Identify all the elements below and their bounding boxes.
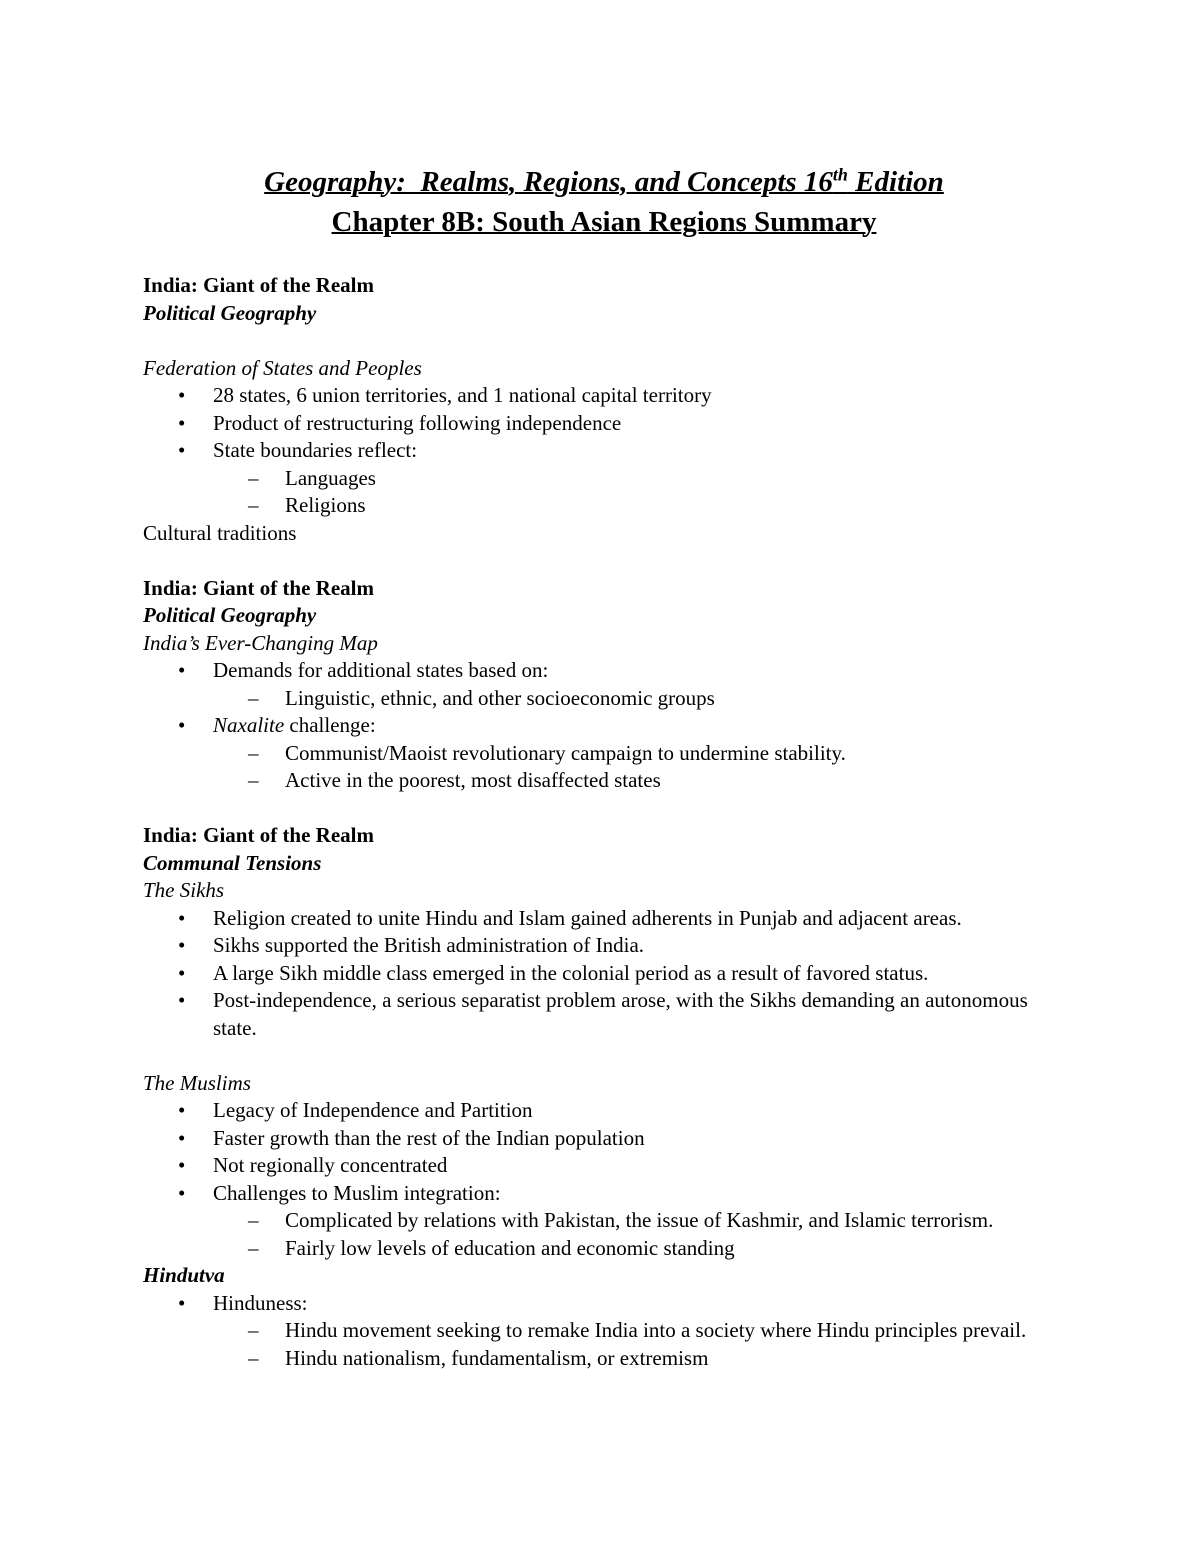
bullet-marker: • bbox=[178, 1153, 186, 1177]
bullet-marker: • bbox=[178, 905, 186, 930]
bullet-item bbox=[143, 410, 1065, 438]
text-run: Complicated by relations with Pakistan, the issue of Kashmir, and Islamic terrorism. bbox=[285, 1208, 994, 1232]
text-run: Naxalite bbox=[213, 713, 285, 737]
text-run: Political Geography bbox=[143, 300, 317, 325]
spacer bbox=[143, 795, 1065, 823]
document-body bbox=[143, 272, 1065, 1372]
text-run: Challenges to Muslim integration: bbox=[213, 1180, 501, 1205]
text-run: Communist/Maoist revolutionary campaign to undermine stability. bbox=[285, 740, 846, 765]
bullet-item bbox=[143, 657, 1065, 685]
dash-marker: – bbox=[248, 1208, 259, 1232]
bullet-marker: • bbox=[178, 960, 186, 985]
text-run: Fairly low levels of education and economic standing bbox=[285, 1235, 735, 1260]
bullet-item bbox=[143, 712, 1065, 740]
bullet-item bbox=[143, 1152, 1065, 1180]
sub-bullet-item bbox=[143, 767, 1065, 795]
bullet-item bbox=[143, 1290, 1065, 1318]
section-heading bbox=[143, 822, 1065, 850]
bullet-marker: • bbox=[178, 1125, 186, 1150]
bullet-item bbox=[143, 960, 1065, 988]
spacer bbox=[143, 327, 1065, 355]
text-run: Languages bbox=[285, 465, 376, 490]
dash-marker: – bbox=[248, 740, 259, 765]
text-run: Product of restructuring following independence bbox=[213, 410, 622, 435]
text-line bbox=[143, 520, 1065, 548]
title-line-2-text: Chapter 8B: South Asian Regions Summary bbox=[331, 206, 877, 238]
text-run: Active in the poorest, most disaffected states bbox=[285, 768, 661, 792]
bullet-item bbox=[143, 1125, 1065, 1153]
sub-bullet-item bbox=[143, 1345, 1065, 1373]
text-run: Linguistic, ethnic, and other socioeconomic groups bbox=[285, 685, 715, 710]
bullet-item bbox=[143, 1180, 1065, 1208]
bullet-item bbox=[143, 987, 1065, 1042]
bullet-marker: • bbox=[178, 988, 186, 1012]
topic-heading bbox=[143, 1070, 1065, 1098]
title-superscript: th bbox=[832, 164, 848, 185]
text-run: Hinduness: bbox=[213, 1290, 308, 1315]
sub-bullet-item bbox=[143, 740, 1065, 768]
dash-marker: – bbox=[248, 1345, 259, 1370]
dash-marker: – bbox=[248, 685, 259, 710]
bullet-marker: • bbox=[178, 438, 186, 462]
title-line-1 bbox=[143, 162, 1065, 202]
text-run: Hindutva bbox=[143, 1263, 225, 1287]
text-run: India: Giant of the Realm bbox=[143, 823, 374, 847]
dash-marker: – bbox=[248, 1318, 259, 1342]
text-run: Post-independence, a serious separatist problem arose, with the Sikhs demanding an autonomous state. bbox=[213, 988, 1028, 1040]
section-subheading bbox=[143, 1262, 1065, 1290]
text-run: Demands for additional states based on: bbox=[213, 658, 549, 682]
section-subheading bbox=[143, 300, 1065, 328]
text-run: India’s Ever-Changing Map bbox=[143, 630, 378, 655]
sub-bullet-item bbox=[143, 1207, 1065, 1235]
topic-heading bbox=[143, 877, 1065, 905]
bullet-item bbox=[143, 905, 1065, 933]
bullet-marker: • bbox=[178, 1180, 186, 1205]
sub-bullet-item bbox=[143, 465, 1065, 493]
bullet-marker: • bbox=[178, 713, 186, 737]
bullet-item bbox=[143, 932, 1065, 960]
bullet-marker: • bbox=[178, 933, 186, 957]
bullet-marker: • bbox=[178, 658, 186, 682]
text-run: Communal Tensions bbox=[143, 850, 322, 875]
text-run: Hindu movement seeking to remake India into a society where Hindu principles prevail. bbox=[285, 1318, 1027, 1342]
sub-bullet-item bbox=[143, 1317, 1065, 1345]
section-subheading bbox=[143, 850, 1065, 878]
text-run: Federation of States and Peoples bbox=[143, 355, 422, 380]
dash-marker: – bbox=[248, 768, 259, 792]
bullet-marker: • bbox=[178, 1290, 186, 1315]
text-run: India: Giant of the Realm bbox=[143, 273, 374, 297]
sub-bullet-item bbox=[143, 1235, 1065, 1263]
text-run: Religions bbox=[285, 493, 366, 517]
text-run: The Sikhs bbox=[143, 878, 225, 902]
text-run: Not regionally concentrated bbox=[213, 1153, 448, 1177]
text-run: Faster growth than the rest of the Indian population bbox=[213, 1125, 645, 1150]
title-line-1-text bbox=[264, 166, 944, 198]
text-run: The Muslims bbox=[143, 1070, 251, 1095]
text-run: Legacy of Independence and Partition bbox=[213, 1098, 533, 1122]
text-run: India: Giant of the Realm bbox=[143, 575, 374, 600]
bullet-marker: • bbox=[178, 383, 186, 407]
topic-heading bbox=[143, 355, 1065, 383]
text-run: Cultural traditions bbox=[143, 520, 297, 545]
text-run: challenge: bbox=[284, 713, 376, 737]
sub-bullet-item bbox=[143, 492, 1065, 520]
dash-marker: – bbox=[248, 493, 259, 517]
spacer bbox=[143, 547, 1065, 575]
bullet-marker: • bbox=[178, 410, 186, 435]
section-heading bbox=[143, 575, 1065, 603]
text-run: 28 states, 6 union territories, and 1 national capital territory bbox=[213, 383, 712, 407]
bullet-item bbox=[143, 437, 1065, 465]
text-run: Sikhs supported the British administration of India. bbox=[213, 933, 645, 957]
sub-bullet-item bbox=[143, 685, 1065, 713]
bullet-marker: • bbox=[178, 1098, 186, 1122]
title-main: Geography: Realms, Regions, and Concepts 16 bbox=[264, 166, 833, 198]
title-tail: Edition bbox=[847, 166, 944, 198]
spacer bbox=[143, 1042, 1065, 1070]
text-run: Religion created to unite Hindu and Islam gained adherents in Punjab and adjacent areas. bbox=[213, 905, 962, 930]
bullet-item bbox=[143, 382, 1065, 410]
bullet-item bbox=[143, 1097, 1065, 1125]
section-subheading bbox=[143, 602, 1065, 630]
text-run: Political Geography bbox=[143, 603, 317, 627]
topic-heading bbox=[143, 630, 1065, 658]
text-run: Hindu nationalism, fundamentalism, or extremism bbox=[285, 1345, 709, 1370]
title-line-2 bbox=[143, 202, 1065, 242]
dash-marker: – bbox=[248, 465, 259, 490]
document-title bbox=[143, 162, 1065, 242]
dash-marker: – bbox=[248, 1235, 259, 1260]
text-run: A large Sikh middle class emerged in the colonial period as a result of favored status. bbox=[213, 960, 929, 985]
section-heading bbox=[143, 272, 1065, 300]
text-run: State boundaries reflect: bbox=[213, 438, 418, 462]
